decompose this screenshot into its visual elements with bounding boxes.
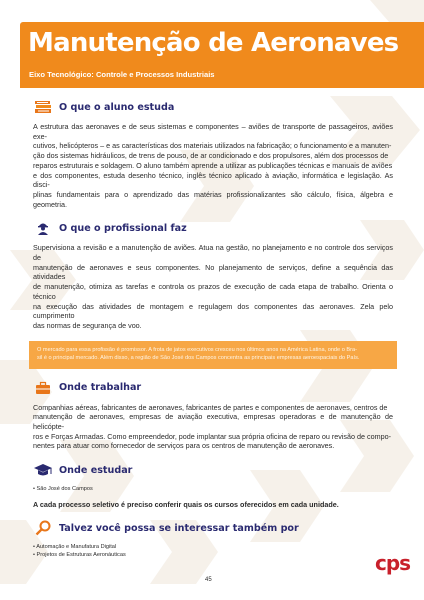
selection-note: A cada processo seletivo é preciso conferir quais os cursos oferecidos em cada unidade.	[33, 500, 339, 510]
cps-logo	[374, 552, 418, 576]
worker-icon	[33, 220, 53, 236]
main-content	[33, 98, 393, 559]
section-estudar-heading	[33, 461, 393, 479]
books-icon	[33, 99, 53, 115]
section-interessar-heading	[33, 519, 393, 537]
list-item: • São José dos Campos	[33, 486, 93, 493]
section-trabalhar-title: Onde trabalhar	[59, 382, 142, 394]
section-aluno-heading	[33, 98, 393, 116]
page-subtitle: Eixo Tecnológico: Controle e Processos Industriais	[29, 70, 215, 79]
magnifier-icon	[33, 520, 53, 536]
callout-line: sil é o principal mercado. Além disso, a região de São José dos Campos concentra as principais empresas aeroespaciais do País.	[37, 355, 360, 362]
page-title: Manutenção de Aeronaves	[28, 28, 399, 58]
section-interessar-title: Talvez você possa se interessar também por	[59, 522, 299, 534]
section-profissional-title: O que o profissional faz	[59, 222, 187, 234]
briefcase-icon	[33, 380, 53, 396]
section-trabalhar-heading	[33, 379, 393, 397]
section-trabalhar-text: Companhias aéreas, fabricantes de aeronaves, fabricantes de partes e componentes de aeronaves, centros de manutenção de aeronaves, empresas de aviação executiva, empresas operadoras e de manutenção de helicópte- ros e Forças Armadas. Como empreendedor, pode implantar sua própria oficina de reparo ou revisão de compo- nentes para atuar como fornecedor de serviços para os centros de manutenção de aeronaves.	[33, 402, 393, 451]
title-banner	[20, 22, 424, 88]
section-estudar-title: Onde estudar	[59, 464, 133, 476]
svg-text:cps: cps	[375, 552, 411, 575]
market-callout-box	[29, 341, 397, 369]
section-aluno-text: A estrutura das aeronaves e de seus sistemas e componentes – aviões de transporte de passageiros, aviões exe- cutivos, helicópteros – e as características dos materiais utilizados na fabricação; o funcionamento e a manuten- ção dos sistemas hidráulicos, de trens de pouso, de ar condicionado e dos propulsores, além dos processos de reparos estruturais e soldagem. O aluno também aprende a utilizar as publicações técnicas e manuais de aviões e dos componentes, estuda desenho técnico, inglês técnico aplicado à aviação, informática e legislação. As disci- plinas fundamentais para o aprendizado das matérias profissionalizantes são cálculo, física, álgebra e geometria.	[33, 122, 393, 209]
page-number: 45	[205, 577, 212, 583]
callout-line: O mercado para essa profissão é promissor. A frota de jatos executivos cresceu nos últimos anos na América Latina, onde o Bra-	[37, 346, 357, 353]
list-item: • Automação e Manufatura Digital	[33, 544, 117, 551]
section-profissional-text: Supervisiona a revisão e a manutenção de aviões. Atua na gestão, no planejamento e no controle dos serviços de manutenção de aeronaves e seus componentes. No planejamento de serviços, define a sequência das atividades de manutenção, otimiza as tarefas e controla os prazos de execução de cada etapa de trabalho. Orienta o técnico na execução das atividades de montagem e regulagem dos componentes das aeronaves. Zela pelo cumprimento das normas de segurança de voo.	[33, 243, 393, 330]
graduation-cap-icon	[33, 462, 53, 478]
list-item: • Projetos de Estruturas Aeronáuticas	[33, 552, 126, 559]
section-profissional-heading	[33, 219, 393, 237]
section-aluno-title: O que o aluno estuda	[59, 101, 175, 113]
